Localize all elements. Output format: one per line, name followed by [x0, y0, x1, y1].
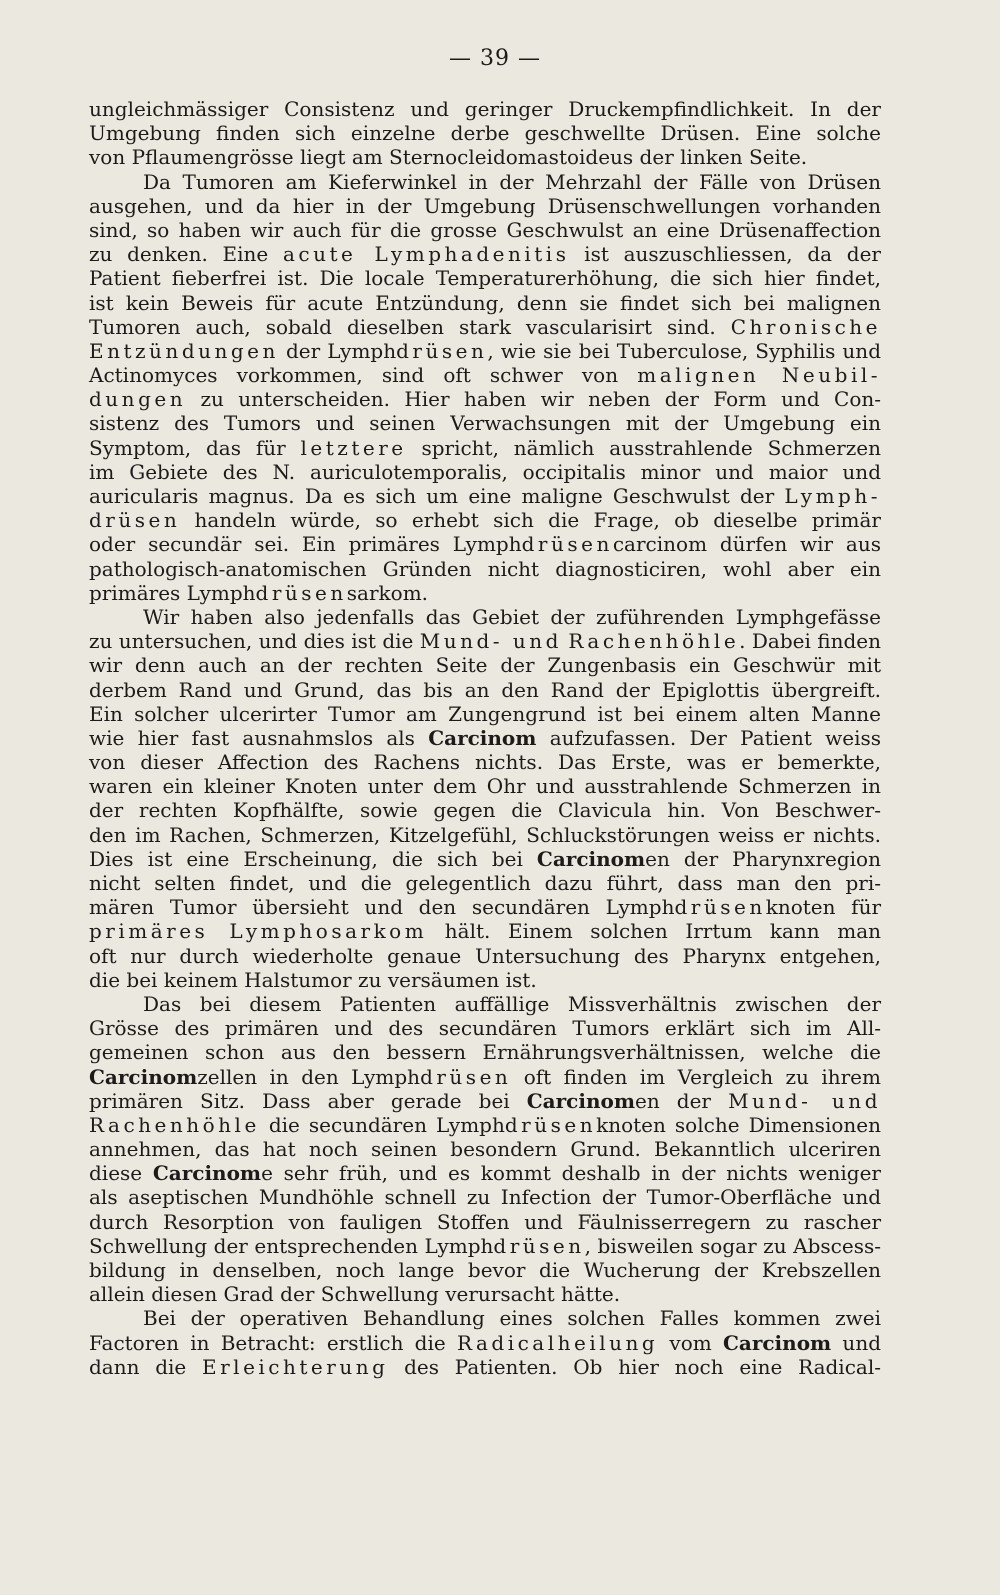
- text-line: nicht selten findet, und die gelegentlich dazu führt, dass man den pri-: [89, 871, 881, 895]
- text-line: im Gebiete des N. auriculotemporalis, occipitalis minor und maior und: [89, 459, 881, 484]
- text-line: ausgehen, und da hier in der Umgebung Drüsenschwellungen vorhanden: [89, 193, 881, 218]
- text-line: primären Sitz. Dass aber gerade bei Carcinomen der Mund- und: [89, 1088, 881, 1113]
- text-line: primäres Lymphosarkom hält. Einem solchen Irrtum kann man: [89, 919, 881, 944]
- text-line: auricularis magnus. Da es sich um eine maligne Geschwulst der Lymph-: [89, 484, 881, 508]
- text-line: diese Carcinome sehr früh, und es kommt deshalb in der nichts weniger: [89, 1161, 881, 1186]
- text-line: Bei der operativen Behandlung eines solchen Falles kommen zwei: [143, 1306, 881, 1331]
- text-line: Dies ist eine Erscheinung, die sich bei Carcinomen der Pharynxregion: [89, 846, 881, 871]
- text-line: bildung in denselben, noch lange bevor die Wucherung der Krebszellen: [89, 1258, 881, 1282]
- text-line: drüsen handeln würde, so erhebt sich die Frage, ob dieselbe primär: [89, 508, 881, 533]
- text-line: Grösse des primären und des secundären Tumors erklärt sich im All-: [89, 1016, 881, 1041]
- text-line: zu denken. Eine acute Lymphadenitis ist auszuschliessen, da der: [89, 242, 881, 267]
- text-line: zu untersuchen, und dies ist die Mund- und Rachenhöhle. Dabei finden: [89, 629, 881, 654]
- text-line: Umgebung finden sich einzelne derbe geschwellte Drüsen. Eine solche: [89, 121, 881, 146]
- text-line: Symptom, das für letztere spricht, nämlich ausstrahlende Schmerzen: [89, 435, 881, 460]
- text-line: sind, so haben wir auch für die grosse Geschwulst an eine Drüsenaffection: [89, 217, 881, 242]
- text-line: Da Tumoren am Kieferwinkel in der Mehrzahl der Fälle von Drüsen: [143, 169, 881, 194]
- text-line: allein diesen Grad der Schwellung verursacht hätte.: [89, 1282, 621, 1307]
- text-line: dann die Erleichterung des Patienten. Ob hier noch eine Radical-: [89, 1354, 881, 1379]
- text-line: sistenz des Tumors und seinen Verwachsungen mit der Umgebung ein: [89, 411, 881, 436]
- text-line: dungen zu unterscheiden. Hier haben wir neben der Form und Con-: [89, 387, 881, 412]
- text-line: oder secundär sei. Ein primäres Lymphdrüsencarcinom dürfen wir aus: [89, 532, 882, 557]
- text-line: Factoren in Betracht: erstlich die Radicalheilung vom Carcinom und: [89, 1330, 881, 1355]
- text-line: Rachenhöhle die secundären Lymphdrüsenknoten solche Dimensionen: [89, 1112, 881, 1137]
- text-line: Schwellung der entsprechenden Lymphdrüsen, bisweilen sogar zu Abscess-: [89, 1233, 881, 1258]
- text-line: der rechten Kopfhälfte, sowie gegen die Clavicula hin. Von Beschwer-: [89, 798, 881, 823]
- text-line: durch Resorption von fauligen Stoffen und Fäulnisserregern zu rascher: [89, 1209, 881, 1234]
- body-text: [89, 97, 881, 1379]
- text-line: Carcinomzellen in den Lymphdrüsen oft finden im Vergleich zu ihrem: [89, 1064, 881, 1089]
- text-line: die bei keinem Halstumor zu versäumen ist.: [89, 967, 537, 992]
- page-number: — 39 —: [449, 46, 541, 71]
- text-line: pathologisch-anatomischen Gründen nicht diagnosticiren, wohl aber ein: [89, 556, 881, 581]
- text-line: von dieser Affection des Rachens nichts. Das Erste, was er bemerkte,: [89, 750, 881, 775]
- text-line: den im Rachen, Schmerzen, Kitzelgefühl, Schluckstörungen weiss er nichts.: [89, 822, 881, 847]
- text-line: Tumoren auch, sobald dieselben stark vascularisirt sind. Chronische: [89, 314, 881, 339]
- text-line: Actinomyces vorkommen, sind oft schwer von malignen Neubil-: [89, 363, 882, 388]
- text-line: gemeinen schon aus den bessern Ernährungsverhältnissen, welche die: [89, 1040, 881, 1065]
- text-line: oft nur durch wiederholte genaue Untersuchung des Pharynx entgehen,: [89, 943, 881, 968]
- text-line: Wir haben also jedenfalls das Gebiet der zuführenden Lymphgefässe: [143, 604, 881, 629]
- text-line: als aseptischen Mundhöhle schnell zu Infection der Tumor-Oberfläche und: [89, 1185, 881, 1210]
- text-line: wie hier fast ausnahmslos als Carcinom aufzufassen. Der Patient weiss: [89, 725, 881, 750]
- text-line: mären Tumor übersieht und den secundären Lymphdrüsenknoten für: [89, 895, 882, 920]
- text-line: annehmen, das hat noch seinen besondern Grund. Bekanntlich ulceriren: [89, 1137, 881, 1162]
- text-line: ungleichmässiger Consistenz und geringer Druckempfindlichkeit. In der: [89, 97, 881, 121]
- text-line: von Pflaumengrösse liegt am Sternocleidomastoideus der linken Seite.: [89, 145, 808, 170]
- text-line: Das bei diesem Patienten auffällige Missverhältnis zwischen der: [143, 991, 881, 1016]
- text-line: derbem Rand und Grund, das bis an den Rand der Epiglottis übergreift.: [89, 677, 881, 702]
- text-line: Ein solcher ulcerirter Tumor am Zungengrund ist bei einem alten Manne: [89, 701, 881, 726]
- text-line: waren ein kleiner Knoten unter dem Ohr und ausstrahlende Schmerzen in: [89, 774, 881, 799]
- text-line: Entzündungen der Lymphdrüsen, wie sie bei Tuberculose, Syphilis und: [89, 338, 881, 363]
- text-line: wir denn auch an der rechten Seite der Zungenbasis ein Geschwür mit: [89, 653, 881, 678]
- text-line: ist kein Beweis für acute Entzündung, denn sie findet sich bei malignen: [89, 290, 881, 315]
- text-line: primäres Lymphdrüsensarkom.: [89, 580, 429, 605]
- text-line: Patient fieberfrei ist. Die locale Temperaturerhöhung, die sich hier findet,: [89, 266, 881, 291]
